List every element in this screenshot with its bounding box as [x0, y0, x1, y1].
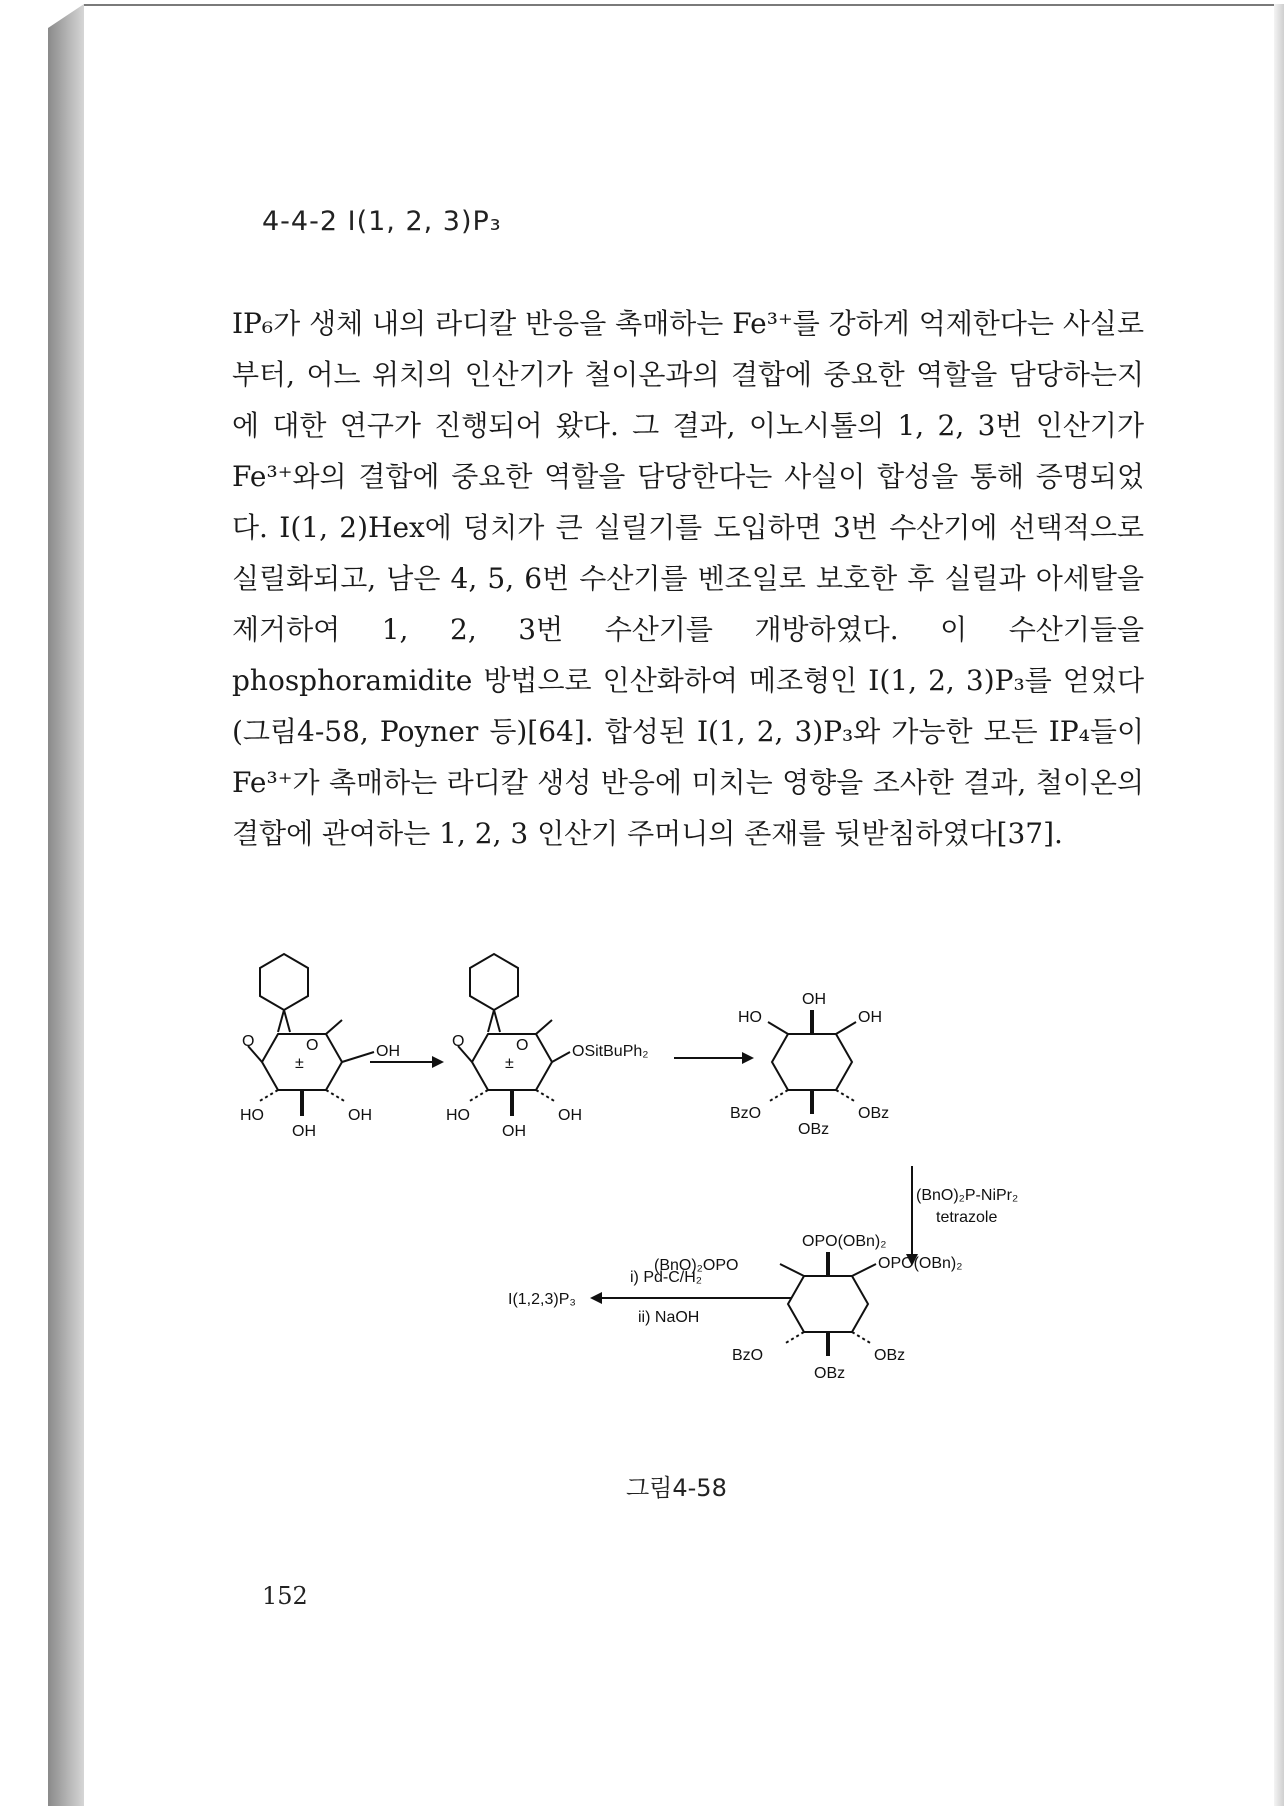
label-reagent-1: (BnO)₂P-NiPr₂ — [916, 1187, 1019, 1204]
inositol-ring-3 — [772, 1034, 852, 1090]
label-c1-ho: HO — [240, 1107, 264, 1124]
figure-caption: 그림4-58 — [626, 1474, 727, 1502]
label-c4-bzo: BzO — [732, 1347, 764, 1364]
label-c1-oh-right: OH — [376, 1043, 400, 1060]
label-c2-ring-o2: O — [452, 1033, 465, 1050]
book-spine — [48, 4, 84, 1806]
label-c1-ring-o: O — [306, 1037, 319, 1054]
cyclohexane-ring-1 — [260, 954, 308, 1010]
inositol-ring-4 — [788, 1276, 868, 1332]
label-c2-ring-o: O — [516, 1037, 529, 1054]
body-text — [232, 298, 1144, 859]
label-c3-bzo: BzO — [730, 1105, 762, 1122]
label-c4-opo-right: OPO(OBn)₂ — [878, 1255, 963, 1272]
label-c3-ho: HO — [738, 1009, 762, 1026]
label-c2-oh-bottom: OH — [502, 1123, 526, 1140]
label-c3-oh-right: OH — [858, 1009, 882, 1026]
scheme-svg — [240, 938, 1140, 1458]
label-c4-opo-top: OPO(OBn)₂ — [802, 1233, 887, 1250]
cyclohexane-ring-2 — [470, 954, 518, 1010]
page — [84, 6, 1274, 1806]
label-c2-ho: HO — [446, 1107, 470, 1124]
section-title: 4-4-2 I(1, 2, 3)P₃ — [262, 206, 502, 237]
page-number: 152 — [262, 1582, 308, 1610]
label-c3-obz-bottom: OBz — [798, 1121, 830, 1138]
label-c4-obz-bottom: OBz — [814, 1365, 846, 1382]
label-c1-oh-low: OH — [348, 1107, 372, 1124]
reaction-scheme — [240, 938, 1140, 1458]
label-step-1: i) Pd-C/H₂ — [630, 1269, 702, 1286]
label-c2-pm: ± — [505, 1055, 514, 1072]
label-reagent-2: tetrazole — [936, 1209, 998, 1226]
label-product: I(1,2,3)P₃ — [508, 1291, 576, 1308]
page-edge-right — [1274, 4, 1284, 1806]
label-c3-obz: OBz — [858, 1105, 890, 1122]
label-c1-ring-o2: O — [242, 1033, 255, 1050]
label-c1-oh-bottom: OH — [292, 1123, 316, 1140]
label-c1-pm: ± — [295, 1055, 304, 1072]
label-c2-osit: OSitBuPh₂ — [572, 1043, 649, 1060]
label-c3-oh-top: OH — [802, 991, 826, 1008]
label-c2-oh: OH — [558, 1107, 582, 1124]
label-step-2: ii) NaOH — [638, 1309, 700, 1326]
label-c4-obz: OBz — [874, 1347, 906, 1364]
label-c4-bnopo: (BnO)₂OPO — [654, 1257, 739, 1274]
paragraph: IP₆가 생체 내의 라디칼 반응을 촉매하는 Fe³⁺를 강하게 억제한다는 사실로부터, 어느 위치의 인산기가 철이온과의 결합에 중요한 역할을 담당하는지에 대한 연구가 진행되어 왔다. 그 결과, 이노시톨의 1, 2, 3번 인산기가 Fe³⁺와의 결합에 중요한 역할을 담당한다는 사실이 합성을 통해 증명되었다. I(1, 2)Hex에 덩치가 큰 실릴기를 도입하면 3번 수산기에 선택적으로 실릴화되고, 남은 4, 5, 6번 수산기를 벤조일로 보호한 후 실릴과 아세탈을 제거하여 1, 2, 3번 수산기를 개방하였다. 이 수산기들을 phosphoramidite 방법으로 인산화하여 메조형인 I(1, 2, 3)P₃를 얻었다(그림4-58, Poyner 등)[64]. 합성된 I(1, 2, 3)P₃와 가능한 모든 IP₄들이 Fe³⁺가 촉매하는 라디칼 생성 반응에 미치는 영향을 조사한 결과, 철이온의 결합에 관여하는 1, 2, 3 인산기 주머니의 존재를 뒷받침하였다[37]. — [232, 307, 1144, 850]
